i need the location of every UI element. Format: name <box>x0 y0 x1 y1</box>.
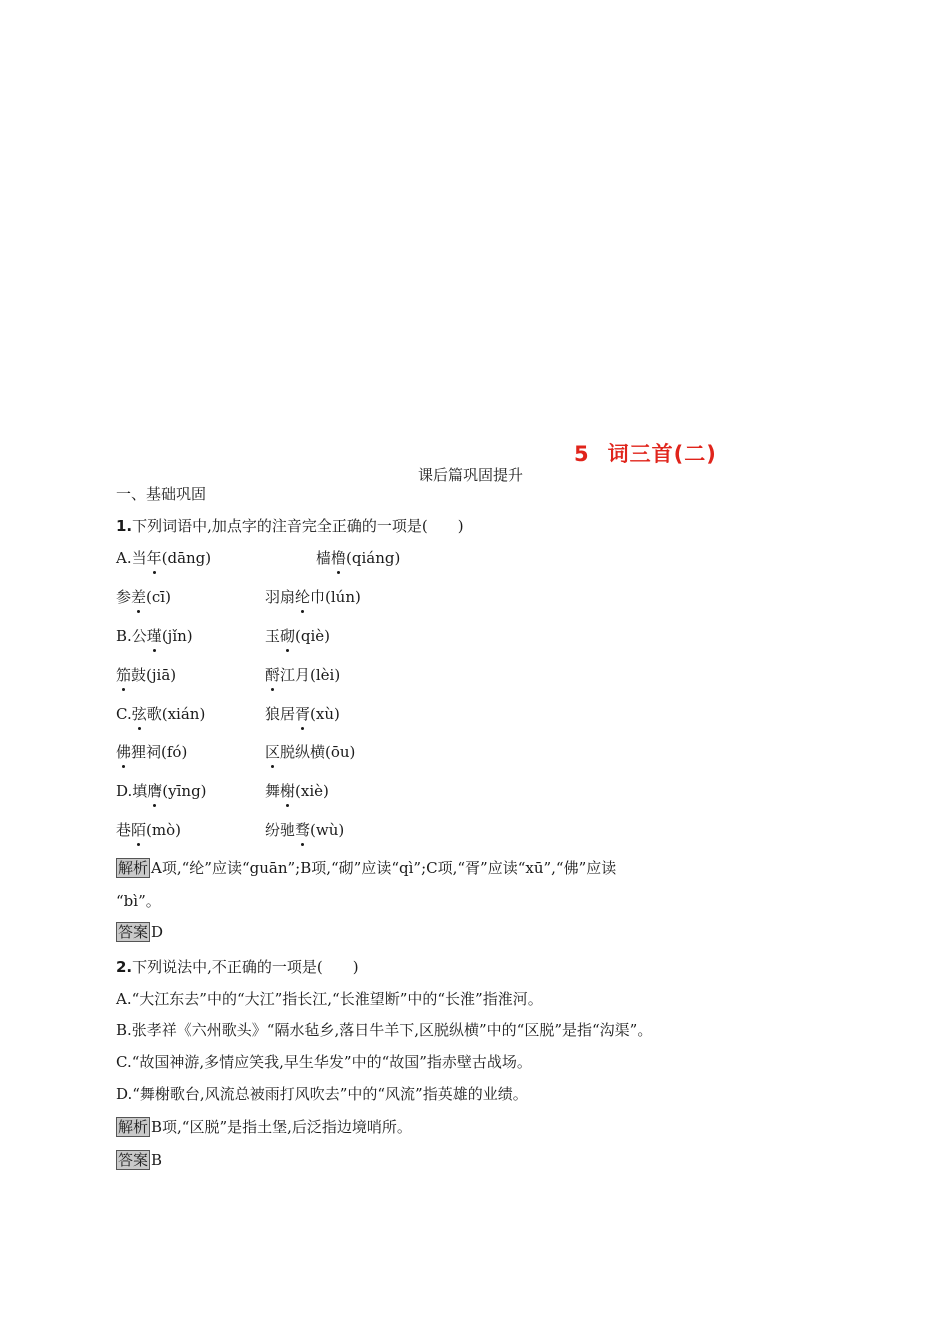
question-1-analysis-cont: “bì”。 <box>116 892 161 910</box>
q2-option-a: A.“大江东去”中的“大江”指长江,“长淮望断”中的“长淮”指淮河。 <box>116 990 543 1008</box>
section-heading: 一、基础巩固 <box>116 485 207 503</box>
dotted-char: 酹 <box>265 666 281 684</box>
dotted-char: 陌 <box>131 821 147 839</box>
analysis-tag: 解析 <box>118 1118 149 1136</box>
option-d2: 舞榭(xiè) <box>265 782 329 800</box>
question-2-answer <box>116 1150 162 1170</box>
subtitle: 课后篇巩固提升 <box>418 466 524 484</box>
option-b1: B.公瑾(jǐn) <box>116 627 193 645</box>
dotted-char: 差 <box>131 588 147 606</box>
option-d3: 巷陌(mò) <box>116 821 181 839</box>
option-a4: 羽扇纶巾(lún) <box>265 588 361 606</box>
option-c3: 佛狸祠(fó) <box>116 743 188 761</box>
option-b4: 酹江月(lèi) <box>265 666 341 684</box>
q2-option-b: B.张孝祥《六州歌头》“隔水毡乡,落日牛羊下,区脱纵横”中的“区脱”是指“沟渠”。 <box>116 1021 653 1039</box>
option-d1: D.填膺(yīng) <box>116 782 207 800</box>
option-a1: A.当年(dāng) <box>116 549 212 567</box>
dotted-char: 膺 <box>147 782 163 800</box>
answer-tag: 答案 <box>118 1151 149 1169</box>
dotted-char: 弦 <box>131 705 147 723</box>
answer-text: B <box>151 1151 163 1169</box>
option-a3: 参差(cī) <box>116 588 171 606</box>
question-text: 下列词语中,加点字的注音完全正确的一项是( ) <box>132 517 464 535</box>
answer-text: D <box>151 923 164 941</box>
question-text: 下列说法中,不正确的一项是( ) <box>132 958 359 976</box>
option-d4: 纷驰骛(wù) <box>265 821 345 839</box>
dotted-char: 笳 <box>116 666 132 684</box>
lesson-title-text: 词三首(二) <box>607 442 717 466</box>
dotted-char: 年 <box>146 549 162 567</box>
dotted-char: 胥 <box>295 705 311 723</box>
question-1-answer <box>116 922 163 942</box>
question-2-stem <box>116 956 359 977</box>
analysis-text: B项,“区脱”是指土堡,后泛指边境哨所。 <box>151 1118 412 1136</box>
lesson-number: 5 <box>574 442 590 466</box>
analysis-text: A项,“纶”应读“guān”;B项,“砌”应读“qì”;C项,“胥”应读“xū”,“佛”应读 <box>151 859 617 877</box>
dotted-char: 砌 <box>280 627 296 645</box>
question-1-analysis <box>116 857 616 878</box>
question-2-analysis <box>116 1116 412 1137</box>
q2-option-c: C.“故国神游,多情应笑我,早生华发”中的“故国”指赤壁古战场。 <box>116 1053 532 1071</box>
question-1-stem <box>116 515 464 536</box>
option-b3: 笳鼓(jiā) <box>116 666 177 684</box>
dotted-char: 骛 <box>295 821 311 839</box>
option-c4: 区脱纵横(ōu) <box>265 743 356 761</box>
option-b2: 玉砌(qiè) <box>265 627 331 645</box>
lesson-title <box>574 438 717 468</box>
question-number: 2. <box>116 958 133 976</box>
option-a2: 樯橹(qiáng) <box>316 549 401 567</box>
option-c1: C.弦歌(xián) <box>116 705 206 723</box>
q2-option-d: D.“舞榭歌台,风流总被雨打风吹去”中的“风流”指英雄的业绩。 <box>116 1085 528 1103</box>
dotted-char: 佛 <box>116 743 132 761</box>
analysis-tag: 解析 <box>118 859 149 877</box>
option-c2: 狼居胥(xù) <box>265 705 340 723</box>
dotted-char: 区 <box>265 743 281 761</box>
dotted-char: 橹 <box>331 549 347 567</box>
question-number: 1. <box>116 517 133 535</box>
dotted-char: 榭 <box>280 782 296 800</box>
dotted-char: 纶 <box>295 588 311 606</box>
dotted-char: 瑾 <box>146 627 162 645</box>
answer-tag: 答案 <box>118 923 149 941</box>
